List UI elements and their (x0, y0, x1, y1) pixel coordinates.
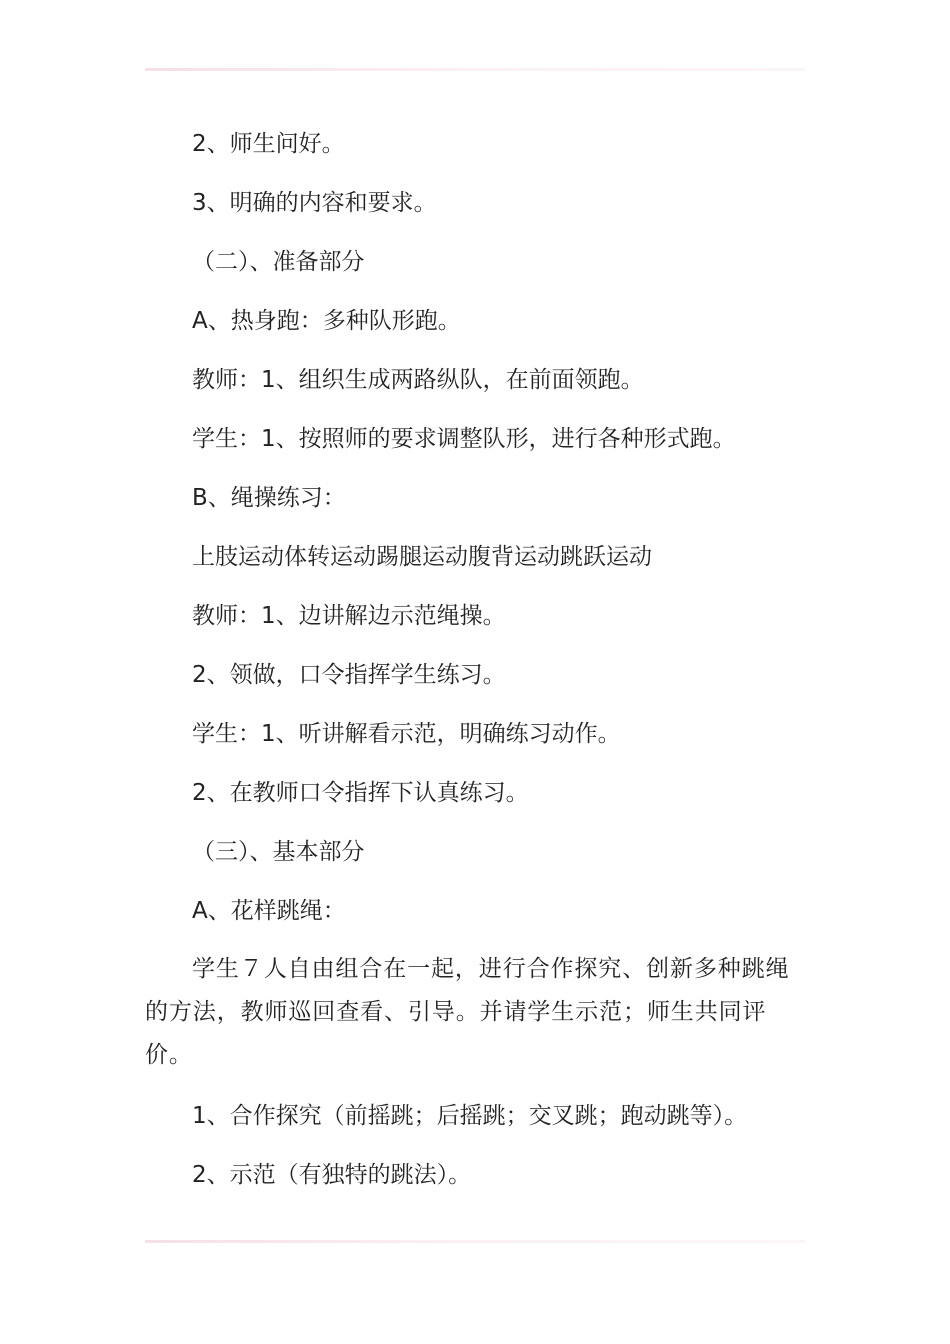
text-line: 教师：1、组织生成两路纵队，在前面领跑。 (192, 367, 644, 393)
text-line: 上肢运动体转运动踢腿运动腹背运动跳跃运动 (192, 544, 652, 570)
text-line: 1、合作探究（前摇跳；后摇跳；交叉跳；跑动跳等）。 (192, 1103, 748, 1129)
text-line: B、绳操练习： (192, 485, 346, 511)
text-line: 学生：1、按照师的要求调整队形，进行各种形式跑。 (192, 426, 736, 452)
paragraph: 学生７人自由组合在一起，进行合作探究、创新多种跳绳的方法，教师巡回查看、引导。并请学生示范；师生共同评价。 (145, 956, 790, 1068)
text-line: 3、明确的内容和要求。 (192, 190, 437, 216)
text-line: 2、师生问好。 (192, 131, 345, 157)
footer-divider (145, 1240, 805, 1243)
text-line: A、花样跳绳： (192, 898, 346, 924)
text-line: 2、在教师口令指挥下认真练习。 (192, 780, 529, 806)
text-line: 2、示范（有独特的跳法）。 (192, 1162, 472, 1188)
text-line: 2、领做，口令指挥学生练习。 (192, 662, 506, 688)
text-line: 学生：1、听讲解看示范，明确练习动作。 (192, 721, 621, 747)
header-divider (145, 68, 805, 71)
section-heading: （二）、准备部分 (192, 249, 365, 275)
section-heading: （三）、基本部分 (192, 839, 365, 865)
text-line: 教师：1、边讲解边示范绳操。 (192, 603, 506, 629)
text-line: A、热身跑：多种队形跑。 (192, 308, 461, 334)
